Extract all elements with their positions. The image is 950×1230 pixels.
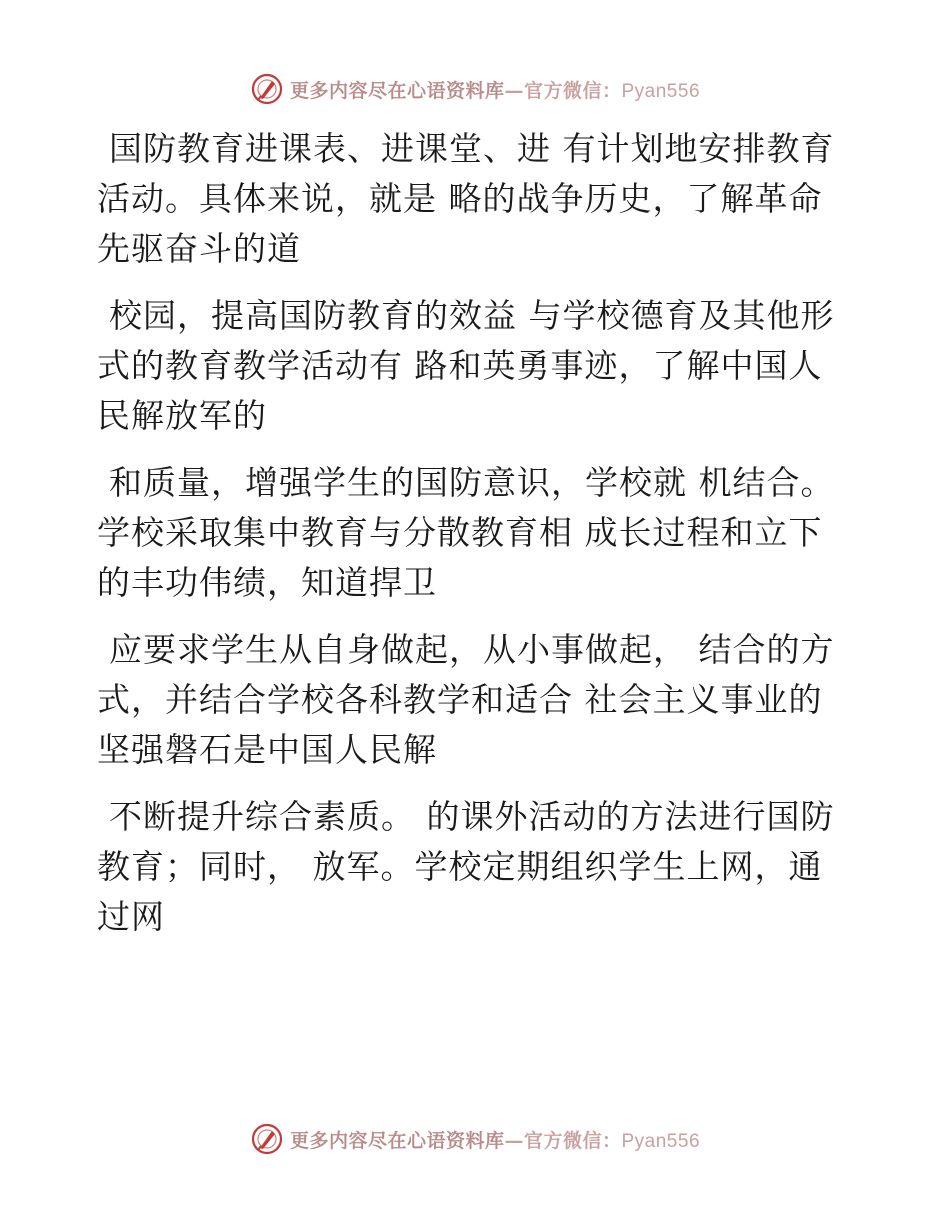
text-line: 式的教育教学活动有 路和英勇事迹，了解中国人	[97, 346, 823, 385]
text-line: 教育；同时， 放军。学校定期组织学生上网，通	[97, 847, 823, 886]
text-line: 应要求学生从自身做起，从小事做起， 结合的方	[109, 630, 835, 669]
quill-logo-icon	[250, 1122, 284, 1156]
text-line: 民解放军的	[97, 396, 267, 435]
header-watermark	[0, 72, 950, 106]
paragraph-3	[97, 458, 857, 608]
text-line: 学校采取集中教育与分散教育相 成长过程和立下	[97, 513, 823, 552]
text-line: 不断提升综合素质。 的课外活动的方法进行国防	[109, 797, 835, 836]
text-line: 坚强磐石是中国人民解	[97, 730, 437, 769]
text-line: 和质量，增强学生的国防意识，学校就 机结合。	[109, 463, 835, 502]
paragraph-5	[97, 792, 857, 942]
watermark-text: 更多内容尽在心语资料库—官方微信：Pyan556	[289, 1129, 701, 1152]
text-line: 先驱奋斗的道	[97, 229, 301, 268]
document-body	[97, 124, 857, 959]
text-line: 式，并结合学校各科教学和适合 社会主义事业的	[97, 680, 823, 719]
quill-logo-icon	[250, 72, 284, 106]
text-line: 国防教育进课表、进课堂、进 有计划地安排教育	[109, 129, 835, 168]
text-line: 的丰功伟绩，知道捍卫	[97, 563, 437, 602]
paragraph-4	[97, 625, 857, 775]
text-line: 校园，提高国防教育的效益 与学校德育及其他形	[109, 296, 835, 335]
text-line: 活动。具体来说，就是 略的战争历史，了解革命	[97, 179, 823, 218]
text-line: 过网	[97, 897, 165, 936]
paragraph-1	[97, 124, 857, 274]
watermark-text: 更多内容尽在心语资料库—官方微信：Pyan556	[289, 79, 701, 102]
footer-watermark	[0, 1122, 950, 1156]
paragraph-2	[97, 291, 857, 441]
